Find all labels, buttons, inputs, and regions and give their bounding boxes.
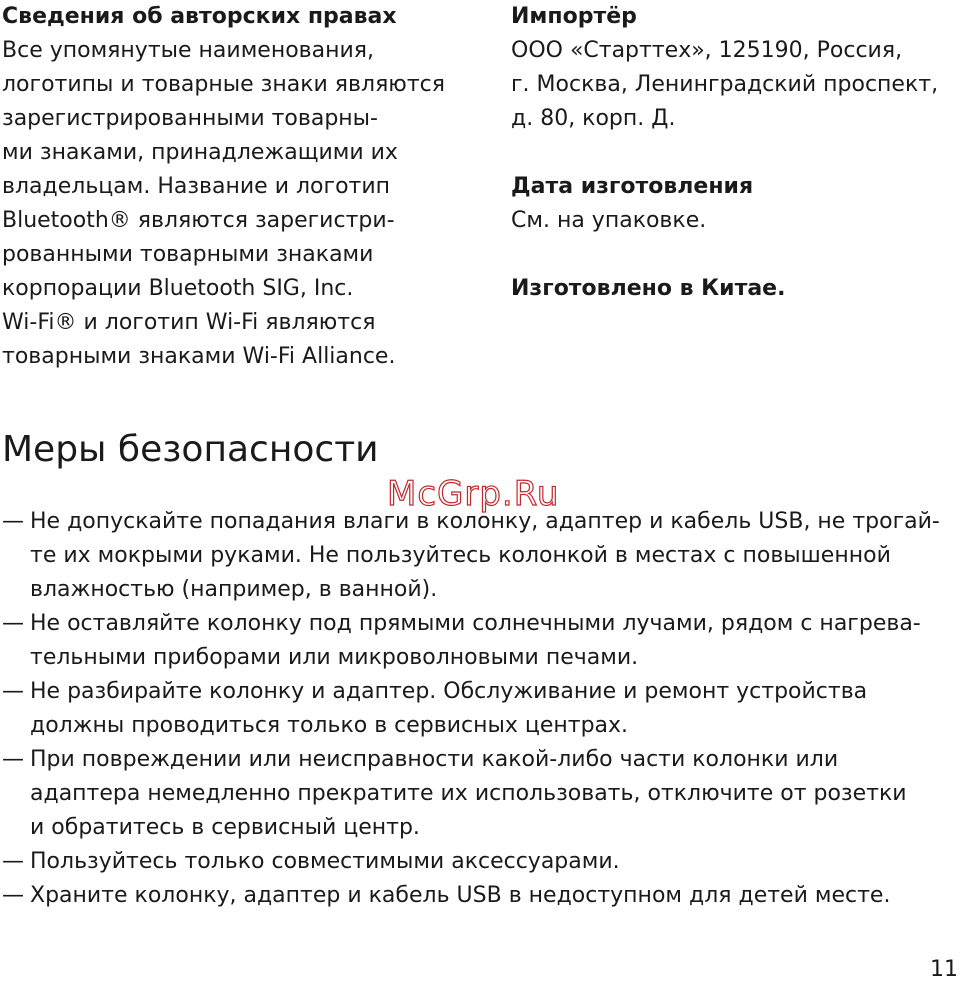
safety-item-line: Не оставляйте колонку под прямыми солнечными лучами, рядом с нагрева- <box>30 611 921 636</box>
safety-item-line: При повреждении или неисправности какой-либо части колонки или <box>30 747 839 772</box>
copyright-line: Wi-Fi® и логотип Wi-Fi являются <box>2 310 376 335</box>
info-column <box>511 0 960 306</box>
copyright-line: зарегистрированными товарны- <box>2 106 378 131</box>
safety-item <box>2 675 960 743</box>
safety-item-line: и обратитесь в сервисный центр. <box>30 815 420 840</box>
importer-line: г. Москва, Ленинградский проспект, <box>511 72 939 97</box>
importer-heading: Импортёр <box>511 4 637 29</box>
safety-list <box>2 505 960 913</box>
safety-item-line: Не разбирайте колонку и адаптер. Обслуживание и ремонт устройства <box>30 679 868 704</box>
safety-item-line: адаптера немедленно прекратите их использовать, отключите от розетки <box>30 781 907 806</box>
copyright-section <box>2 0 472 374</box>
safety-item <box>2 879 960 913</box>
copyright-heading: Сведения об авторских правах <box>2 4 397 29</box>
page-number: 11 <box>930 957 958 982</box>
importer-line: ООО «Старттех», 125190, Россия, <box>511 38 903 63</box>
safety-item-line: Не допускайте попадания влаги в колонку, адаптер и кабель USB, не трогай- <box>30 509 940 534</box>
importer-line: д. 80, корп. Д. <box>511 106 676 131</box>
safety-title: Меры безопасности <box>2 429 379 470</box>
safety-item-line: Храните колонку, адаптер и кабель USB в недоступном для детей месте. <box>30 883 891 908</box>
safety-item-line: должны проводиться только в сервисных центрах. <box>30 713 629 738</box>
dash-bullet: — <box>2 679 24 704</box>
safety-item <box>2 845 960 879</box>
copyright-line: товарными знаками Wi-Fi Alliance. <box>2 344 396 369</box>
copyright-line: Все упомянутые наименования, <box>2 38 375 63</box>
copyright-line: логотипы и товарные знаки являются <box>2 72 445 97</box>
dash-bullet: — <box>2 883 24 908</box>
copyright-line: ми знаками, принадлежащими их <box>2 140 398 165</box>
manufacture-date-text: См. на упаковке. <box>511 208 707 233</box>
safety-item-line: влажностью (например, в ванной). <box>30 577 438 602</box>
dash-bullet: — <box>2 747 24 772</box>
safety-item-line: тельными приборами или микроволновыми печами. <box>30 645 639 670</box>
made-in: Изготовлено в Китае. <box>511 276 786 301</box>
safety-item-line: Пользуйтесь только совместимыми аксессуарами. <box>30 849 620 874</box>
spacer <box>511 136 960 170</box>
dash-bullet: — <box>2 509 24 534</box>
dash-bullet: — <box>2 849 24 874</box>
manufacture-date-heading: Дата изготовления <box>511 174 754 199</box>
dash-bullet: — <box>2 611 24 636</box>
copyright-line: рованными товарными знаками <box>2 242 374 267</box>
spacer <box>511 238 960 272</box>
safety-item <box>2 607 960 675</box>
safety-item <box>2 743 960 845</box>
copyright-line: владельцам. Название и логотип <box>2 174 391 199</box>
copyright-line: Bluetooth® являются зарегистри- <box>2 208 395 233</box>
safety-item <box>2 505 960 607</box>
safety-item-line: те их мокрыми руками. Не пользуйтесь колонкой в местах с повышенной <box>30 543 891 568</box>
copyright-line: корпорации Bluetooth SIG, Inc. <box>2 276 354 301</box>
watermark: McGrp.Ru <box>387 474 560 514</box>
